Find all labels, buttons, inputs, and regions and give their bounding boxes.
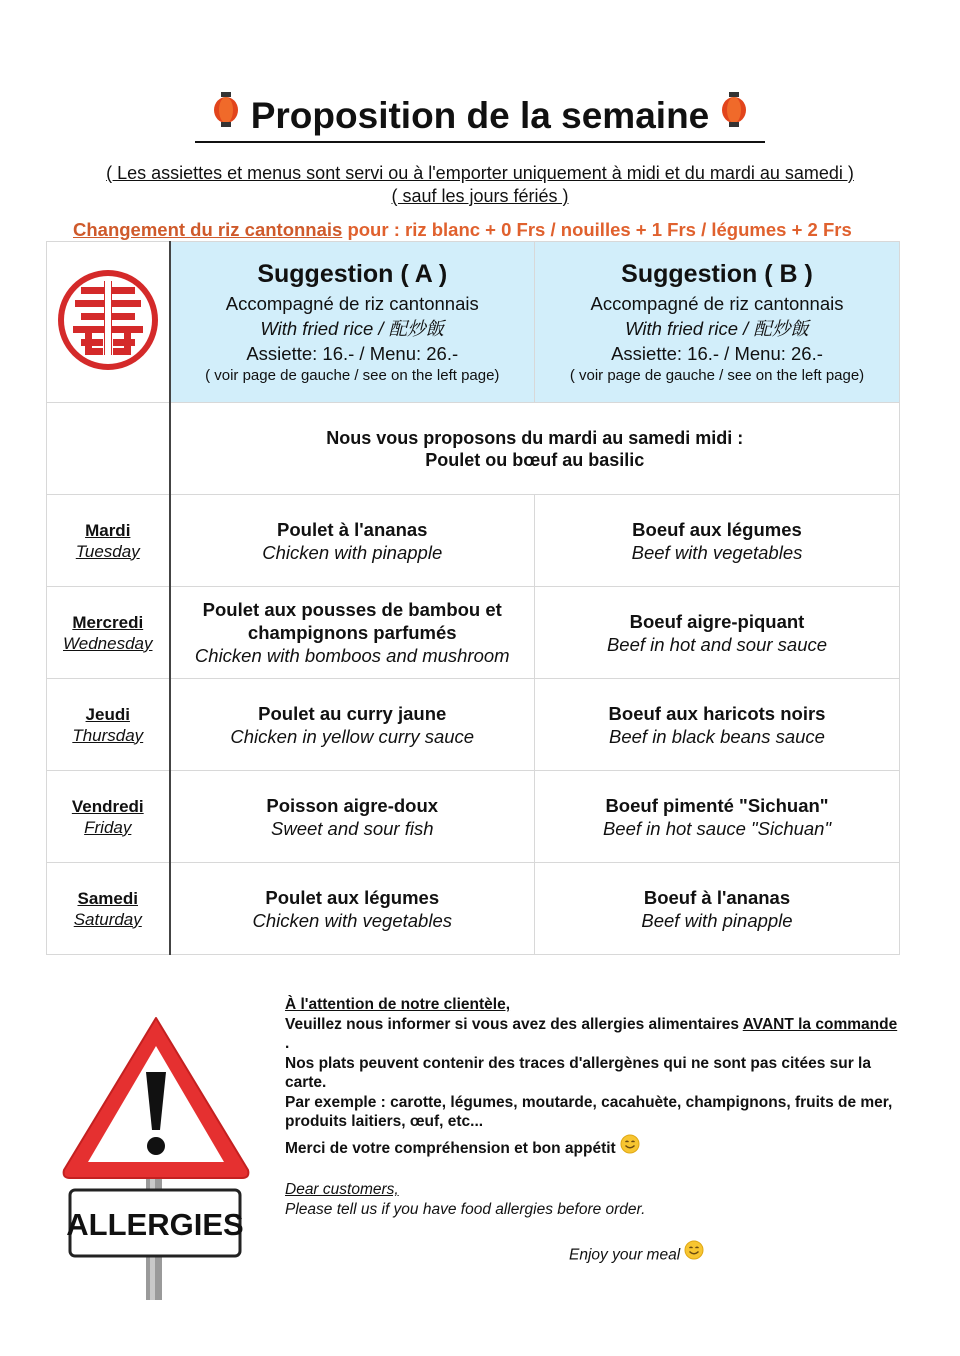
rice-change-label: Changement du riz cantonnais: [73, 219, 343, 240]
dish-a-en: Chicken with bomboos and mushroom: [194, 645, 510, 666]
service-note-line2: ( sauf les jours fériés ): [391, 186, 569, 206]
day-cell: [47, 679, 170, 771]
day-fr: Samedi: [77, 888, 138, 908]
page-title-wrap: [0, 92, 960, 143]
day-cell: [47, 863, 170, 955]
dish-b-en: Beef in black beans sauce: [609, 725, 825, 747]
day-cell: [47, 771, 170, 863]
dish-a-cell: [170, 771, 535, 863]
english-heading: Dear customers,: [285, 1181, 399, 1198]
notice-inform-end: .: [285, 1035, 290, 1052]
dish-b-cell: [535, 863, 900, 955]
proposal-empty-cell: [47, 403, 170, 495]
dish-b-en: Beef with vegetables: [631, 541, 803, 563]
notice-example: Par exemple : carotte, légumes, moutarde, cacahuète, champignons, fruits de mer, produits laitiers, œuf, etc...: [285, 1093, 893, 1130]
allergy-sign-label: ALLERGIES: [66, 1207, 244, 1242]
suggestion-b-cell: [535, 242, 900, 403]
suggestion-b-fried-rice: With fried rice / 配炒飯: [625, 317, 809, 339]
double-happiness-icon: [55, 360, 161, 377]
service-note: [0, 162, 960, 208]
table-row: [47, 587, 900, 679]
dish-b-fr: Boeuf à l'ananas: [643, 886, 791, 908]
dish-a-fr: Poulet au curry jaune: [258, 702, 447, 724]
table-row: [47, 679, 900, 771]
day-en: Friday: [84, 817, 132, 837]
day-en: Thursday: [72, 725, 144, 745]
suggestion-a-fried-rice: With fried rice / 配炒飯: [260, 317, 445, 339]
rice-change-note: [73, 218, 903, 242]
day-fr: Mardi: [85, 520, 131, 540]
day-fr: Jeudi: [85, 704, 130, 724]
smiley-icon: [684, 1240, 704, 1267]
proposal-line1: Nous vous proposons du mardi au samedi midi :: [326, 427, 744, 448]
table-row: [47, 863, 900, 955]
enjoy-line: [569, 1242, 704, 1269]
dish-a-en: Chicken with vegetables: [252, 909, 452, 931]
weekly-menu-table: [46, 241, 900, 955]
suggestion-a-price: Assiette: 16.- / Menu: 26.-: [246, 342, 459, 364]
suggestion-a-see-page: ( voir page de gauche / see on the left page): [205, 366, 500, 384]
lantern-icon: [213, 92, 239, 138]
dish-a-cell: [170, 863, 535, 955]
notice-inform: [285, 1015, 905, 1054]
day-en: Tuesday: [75, 541, 140, 561]
proposal-row: [47, 403, 900, 495]
dish-a-en: Chicken in yellow curry sauce: [230, 725, 475, 747]
page-title: Proposition de la semaine: [250, 95, 710, 136]
dish-b-fr: Boeuf aux haricots noirs: [608, 702, 826, 724]
dish-a-cell: [170, 587, 535, 679]
day-fr: Vendredi: [71, 796, 144, 816]
dish-a-fr: Poulet aux légumes: [265, 886, 440, 908]
dish-a-fr: Poisson aigre-doux: [266, 794, 439, 816]
dish-b-fr: Boeuf aux légumes: [632, 518, 802, 540]
enjoy-text: Enjoy your meal: [569, 1246, 681, 1264]
allergy-warning-sign: [58, 1012, 254, 1307]
suggestion-a-title: Suggestion ( A ): [257, 259, 448, 288]
suggestion-b-title: Suggestion ( B ): [621, 259, 813, 288]
notice-traces: Nos plats peuvent contenir des traces d'allergènes qui ne sont pas citées sur la carte.: [285, 1054, 871, 1091]
dish-a-cell: [170, 679, 535, 771]
smiley-icon: [620, 1134, 640, 1160]
suggestion-b-price: Assiette: 16.- / Menu: 26.-: [611, 342, 823, 364]
day-en: Saturday: [73, 909, 142, 929]
notice-thanks-line: [285, 1136, 905, 1162]
dish-b-fr: Boeuf aigre-piquant: [629, 610, 805, 632]
notice-inform-emphasis: AVANT la commande: [742, 1015, 898, 1033]
english-text: Please tell us if you have food allergies before order.: [285, 1201, 646, 1218]
proposal-cell: [170, 403, 900, 495]
lantern-icon: [721, 92, 747, 138]
table-row: [47, 495, 900, 587]
dish-b-cell: [535, 771, 900, 863]
dish-a-en: Sweet and sour fish: [271, 817, 434, 839]
proposal-line2: Poulet ou bœuf au basilic: [425, 449, 645, 470]
dish-b-cell: [535, 679, 900, 771]
dish-b-en: Beef in hot sauce "Sichuan": [602, 817, 832, 839]
dish-b-cell: [535, 587, 900, 679]
suggestion-a-cell: [170, 242, 535, 403]
dish-a-fr: Poulet à l'ananas: [277, 518, 428, 540]
suggestion-header-row: [47, 242, 900, 403]
day-en: Wednesday: [63, 633, 153, 653]
day-cell: [47, 495, 170, 587]
suggestion-b-see-page: ( voir page de gauche / see on the left page): [569, 366, 865, 384]
dish-a-en: Chicken with pinapple: [262, 541, 443, 563]
day-cell: [47, 587, 170, 679]
suggestion-b-accompaniment: Accompagné de riz cantonnais: [590, 292, 844, 314]
dish-b-fr: Boeuf pimenté "Sichuan": [605, 794, 829, 816]
rice-change-options: pour : riz blanc + 0 Frs / nouilles + 1 Frs / légumes + 2 Frs: [342, 219, 852, 240]
logo-cell: [47, 242, 170, 403]
table-row: [47, 771, 900, 863]
notice-thanks: Merci de votre compréhension et bon appétit: [285, 1139, 616, 1157]
allergy-notice: [285, 995, 905, 1161]
dish-b-en: Beef in hot and sour sauce: [606, 633, 828, 655]
dish-a-fr: Poulet aux pousses de bambou et champignons parfumés: [202, 599, 502, 643]
dish-b-en: Beef with pinapple: [641, 909, 793, 931]
page-title-underline: [195, 94, 766, 143]
notice-inform-text: Veuillez nous informer si vous avez des allergies alimentaires: [285, 1015, 743, 1033]
dish-a-cell: [170, 495, 535, 587]
service-note-line1: ( Les assiettes et menus sont servi ou à l'emporter uniquement à midi et du mardi au samedi ): [106, 163, 854, 183]
english-notice: [285, 1180, 905, 1220]
notice-heading: À l'attention de notre clientèle,: [285, 996, 511, 1013]
day-fr: Mercredi: [72, 612, 144, 632]
suggestion-a-accompaniment: Accompagné de riz cantonnais: [225, 292, 479, 314]
dish-b-cell: [535, 495, 900, 587]
